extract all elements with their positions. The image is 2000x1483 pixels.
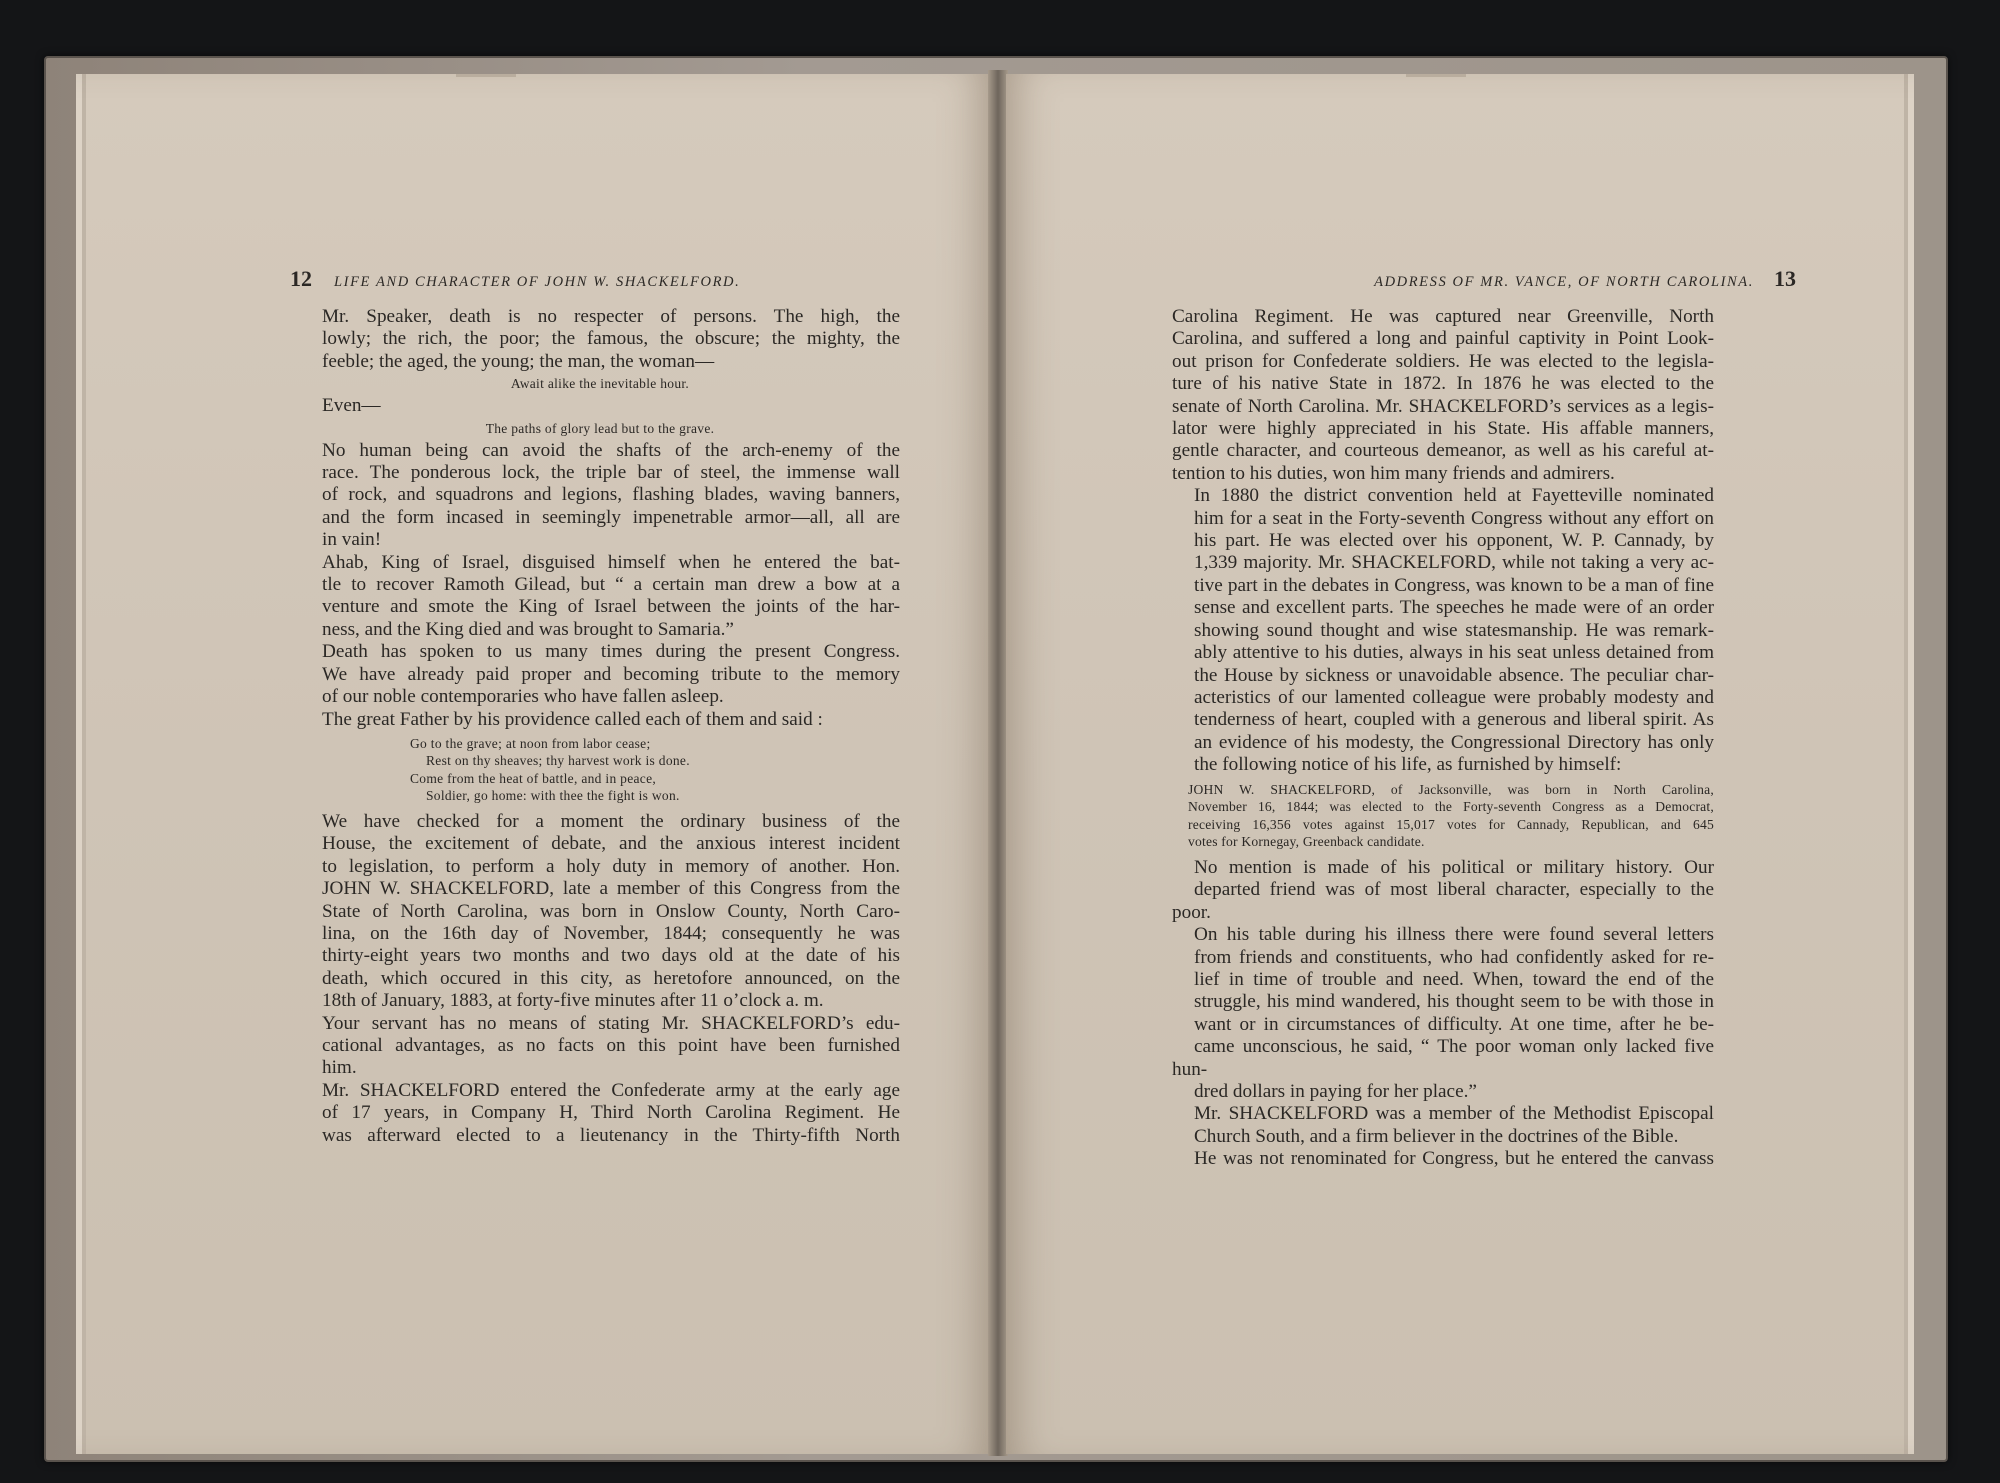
- right-page-text: [1172, 306, 1714, 1171]
- text-line: Carolina Regiment. He was captured near Greenville, North: [1172, 306, 1714, 327]
- text-line: to legislation, to perform a holy duty in memory of another. Hon.: [322, 855, 900, 877]
- text-line: the following notice of his life, as furnished by himself:: [1194, 754, 1622, 776]
- book-gutter: [988, 70, 1008, 1456]
- text-line: lowly; the rich, the poor; the famous, the obscure; the mighty, the: [322, 328, 900, 350]
- right-page: [1006, 74, 1914, 1454]
- left-running-head: [290, 266, 740, 292]
- text-line: The great Father by his providence called each of them and said :: [322, 708, 823, 730]
- paragraph: [1172, 1148, 1714, 1170]
- text-line: ably attentive to his duties, always in his seat unless detained from: [1194, 642, 1714, 664]
- text-line: him for a seat in the Forty-seventh Congress without any effort on: [1194, 507, 1714, 529]
- text-line: November 16, 1844; was elected to the Forty-seventh Congress as a Democrat,: [1188, 799, 1714, 815]
- text-line: sense and excellent parts. The speeches he made were of an order: [1194, 597, 1714, 619]
- text-line: Mr. Speaker, death is no respecter of persons. The high, the: [322, 306, 900, 327]
- top-ornament: [456, 74, 516, 77]
- paragraph: [300, 552, 900, 642]
- verse-line: Come from the heat of battle, and in peace,: [410, 770, 657, 786]
- text-line: feeble; the aged, the young; the man, the woman—: [322, 350, 715, 372]
- text-line: State of North Carolina, was born in Onslow County, North Caro-: [322, 900, 900, 922]
- text-line: votes for Kornegay, Greenback candidate.: [1188, 834, 1425, 850]
- text-line: Your servant has no means of stating Mr. SHACKELFORD’s edu-: [322, 1012, 900, 1034]
- text-line: out prison for Confederate soldiers. He was elected to the legisla-: [1172, 350, 1714, 372]
- text-line: showing sound thought and wise statesmanship. He was remark-: [1194, 619, 1714, 641]
- quotation: The paths of glory lead but to the grave.: [485, 420, 715, 436]
- text-line: want or in circumstances of difficulty. At one time, after he be-: [1194, 1013, 1714, 1035]
- text-line: lina, on the 16th day of November, 1844; consequently he was: [322, 922, 900, 944]
- right-page-number: 13: [1774, 266, 1796, 291]
- text-line: ness, and the King died and was brought to Samaria.”: [322, 618, 734, 640]
- paragraph: [1172, 1103, 1714, 1148]
- text-line: an evidence of his modesty, the Congressional Directory has only: [1194, 731, 1714, 753]
- text-line: tle to recover Ramoth Gilead, but “ a certain man drew a bow at a: [322, 574, 900, 596]
- text-line: 1,339 majority. Mr. SHACKELFORD, while not taking a very ac-: [1194, 552, 1714, 574]
- text-line: We have already paid proper and becoming tribute to the memory: [322, 663, 900, 685]
- text-line: and the form incased in seemingly impenetrable armor—all, all are: [322, 506, 900, 528]
- text-line: JOHN W. SHACKELFORD, late a member of this Congress from the: [322, 878, 900, 900]
- text-line: No human being can avoid the shafts of the arch-enemy of the: [322, 439, 900, 461]
- text-line: venture and smote the King of Israel between the joints of the har-: [322, 596, 900, 618]
- left-running-head-title: LIFE AND CHARACTER OF JOHN W. SHACKELFORD.: [334, 274, 741, 290]
- paragraph: [300, 1013, 900, 1080]
- text-line: receiving 16,356 votes against 15,017 votes for Cannady, Republican, and 645: [1188, 816, 1714, 832]
- text-line: his part. He was elected over his opponent, W. P. Cannady, by: [1194, 530, 1714, 552]
- text-line: came unconscious, he said, “ The poor woman only lacked five hun-: [1172, 1036, 1714, 1080]
- text-line: tenderness of heart, coupled with a generous and liberal spirit. As: [1194, 709, 1714, 731]
- text-line: Death has spoken to us many times during the present Congress.: [322, 641, 900, 663]
- top-ornament: [1406, 74, 1466, 77]
- text-line: lator were highly appreciated in his State. His affable manners,: [1172, 418, 1714, 440]
- text-line: dred dollars in paying for her place.”: [1194, 1080, 1477, 1102]
- text-line: acteristics of our lamented colleague were probably modesty and: [1194, 686, 1714, 708]
- paragraph: [1172, 485, 1714, 776]
- text-line: House, the excitement of debate, and the anxious interest incident: [322, 833, 900, 855]
- text-line: No mention is made of his political or military history. Our: [1194, 856, 1714, 878]
- paragraph: [1172, 857, 1714, 1103]
- left-page: [76, 74, 990, 1454]
- text-line: Carolina, and suffered a long and painful captivity in Point Look-: [1172, 328, 1714, 350]
- directory-notice: [1172, 781, 1714, 851]
- text-line: tive part in the debates in Congress, was known to be a man of fine: [1194, 574, 1714, 596]
- text-line: Church South, and a firm believer in the doctrines of the Bible.: [1194, 1125, 1679, 1147]
- left-page-number: 12: [290, 266, 312, 291]
- text-line: Even—: [322, 395, 381, 417]
- paragraph: [300, 811, 900, 1013]
- verse-line: Rest on thy sheaves; thy harvest work is done.: [426, 753, 690, 769]
- text-line: Mr. SHACKELFORD entered the Confederate army at the early age: [322, 1079, 900, 1101]
- text-line: was afterward elected to a lieutenancy in the Thirty-fifth North: [322, 1124, 900, 1146]
- text-line: death, which occured in this city, as heretofore announced, on the: [322, 967, 900, 989]
- paragraph: [300, 440, 900, 552]
- paragraph: [300, 1080, 900, 1147]
- text-line: tention to his duties, won him many friends and admirers.: [1172, 462, 1615, 484]
- paragraph: [1172, 306, 1714, 485]
- paragraph: [300, 709, 900, 731]
- text-line: in vain!: [322, 529, 382, 551]
- text-line: from friends and constituents, who had confidently asked for re-: [1194, 946, 1714, 968]
- text-line: gentle character, and courteous demeanor, as well as his careful at-: [1172, 440, 1714, 462]
- text-line: lief in time of trouble and need. When, toward the end of the: [1194, 968, 1714, 990]
- text-line: In 1880 the district convention held at Fayetteville nominated: [1194, 485, 1714, 507]
- right-running-head-title: ADDRESS OF MR. VANCE, OF NORTH CAROLINA.: [1374, 274, 1754, 290]
- text-line: On his table during his illness there were found several letters: [1194, 924, 1714, 946]
- text-line: Mr. SHACKELFORD was a member of the Methodist Episcopal: [1194, 1103, 1714, 1125]
- text-line: him.: [322, 1057, 357, 1079]
- text-line: the House by sickness or unavoidable absence. The peculiar char-: [1194, 664, 1714, 686]
- text-line: departed friend was of most liberal character, especially to the poor.: [1172, 879, 1714, 923]
- text-line: struggle, his mind wandered, his thought seem to be with those in: [1194, 991, 1714, 1013]
- text-line: senate of North Carolina. Mr. SHACKELFORD’s services as a legis-: [1172, 395, 1714, 417]
- text-line: race. The ponderous lock, the triple bar of steel, the immense wall: [322, 462, 900, 484]
- quotation: Await alike the inevitable hour.: [510, 376, 690, 392]
- text-line: JOHN W. SHACKELFORD, of Jacksonville, was born in North Carolina,: [1188, 781, 1714, 797]
- text-line: ture of his native State in 1872. In 1876 he was elected to the: [1172, 373, 1714, 395]
- text-line: He was not renominated for Congress, but he entered the canvass: [1194, 1148, 1714, 1170]
- text-line: of our noble contemporaries who have fallen asleep.: [322, 686, 724, 708]
- left-page-text: [300, 306, 900, 1147]
- text-line: 18th of January, 1883, at forty-five minutes after 11 o’clock a. m.: [322, 990, 824, 1012]
- text-line: cational advantages, as no facts on this point have been furnished: [322, 1034, 900, 1056]
- text-line: We have checked for a moment the ordinary business of the: [322, 810, 900, 832]
- text-line: of 17 years, in Company H, Third North Carolina Regiment. He: [322, 1102, 900, 1124]
- paragraph: [300, 395, 900, 417]
- right-running-head: [1374, 266, 1796, 292]
- text-line: of rock, and squadrons and legions, flashing blades, waving banners,: [322, 484, 900, 506]
- verse-line: Go to the grave; at noon from labor cease;: [410, 735, 651, 751]
- paragraph: [300, 306, 900, 373]
- verse-line: Soldier, go home: with thee the fight is won.: [426, 788, 680, 804]
- text-line: Ahab, King of Israel, disguised himself when he entered the bat-: [322, 551, 900, 573]
- paragraph: [300, 641, 900, 708]
- text-line: thirty-eight years two months and two days old at the date of his: [322, 945, 900, 967]
- verse: [410, 735, 900, 805]
